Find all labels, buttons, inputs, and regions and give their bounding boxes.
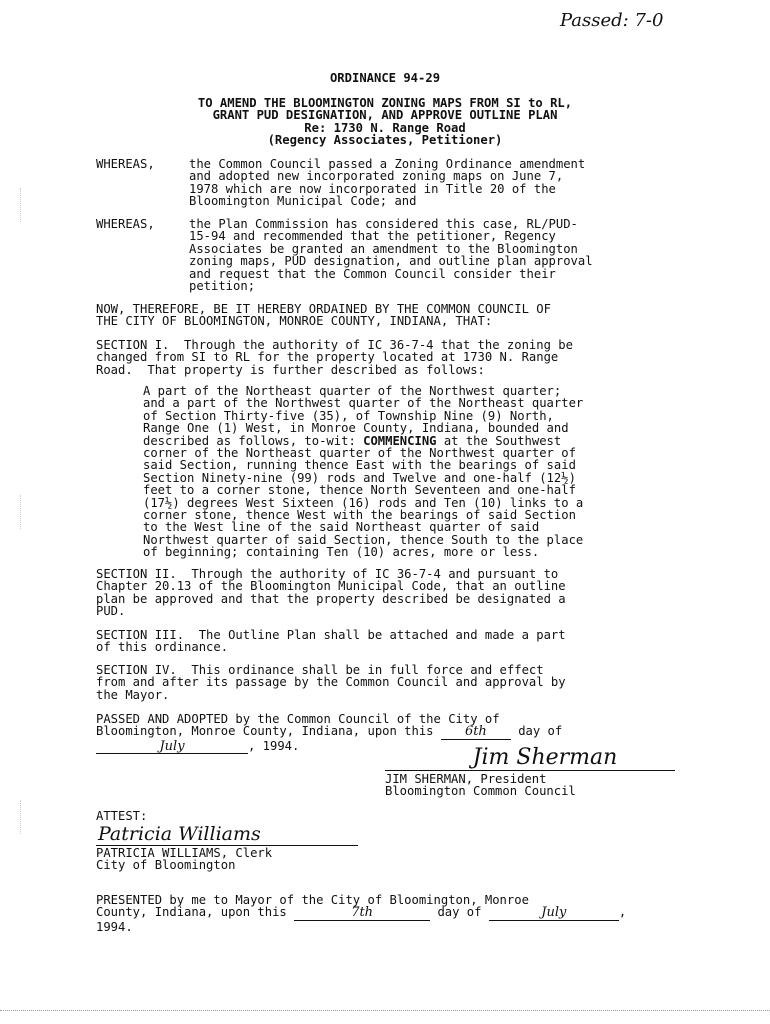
text-segment: , [618,905,627,920]
signature-line [385,770,675,771]
subtitle-line: Re: 1730 N. Range Road [304,120,466,135]
scan-artifact-speck [20,188,43,222]
text-line: Northwest quarter of said Section, thence South to the place [143,532,584,547]
handwritten-month: July [96,741,248,754]
text-line: NOW, THEREFORE, BE IT HEREBY ORDAINED BY THE COMMON COUNCIL OF [96,302,551,316]
text-line: 15-94 and recommended that the petitioner, Regency [189,229,556,244]
text-line: Chapter 20.13 of the Bloomington Municipal Code, that an outline [96,579,566,594]
text-segment: described as follows, to-wit: [143,433,364,448]
clerk-name: PATRICIA WILLIAMS, Clerk [96,846,273,860]
text-line: and adopted new incorporated zoning maps on June 7, [189,169,564,184]
text-line: Associates be granted an amendment to the Bloomington [189,241,578,256]
text-line: plan be approved and that the property described be designated a [96,591,566,606]
president-title: Bloomington Common Council [385,784,576,799]
text-line [96,906,626,920]
text-line: SECTION II. Through the authority of IC 36-7-4 and pursuant to [96,567,559,581]
text-line: and a part of the Northwest quarter of the Northeast quarter [143,396,584,411]
scan-artifact-line [0,1010,770,1011]
section-4 [96,664,566,701]
handwritten-day: 6th [441,726,511,739]
whereas-clause-2 [189,218,593,292]
handwritten-vote-note: Passed: 7-0 [560,10,664,31]
text-line: corner stone, thence West with the bearings of said Section [143,508,576,523]
text-line: the Plan Commission has considered this case, RL/PUD- [189,217,578,231]
clerk-signature: Patricia Williams [98,823,261,845]
text-segment: day of [510,724,563,739]
section-3 [96,629,566,654]
text-line: PASSED AND ADOPTED by the Common Council of the City of [96,712,500,726]
text-segment: at the Southwest [436,433,562,448]
commencing-keyword: COMMENCING [363,433,437,448]
subtitle-line: (Regency Associates, Petitioner) [267,133,503,148]
text-line: PUD. [96,604,126,619]
text-segment: , 1994. [248,738,300,753]
text-line: zoning maps, PUD designation, and outline plan approval [189,254,593,269]
text-line: (17½) degrees West Sixteen (16) rods and Ten (10) links to a [143,495,584,510]
text-line: of Section Thirty-five (35), of Township Nine (9) North, [143,408,554,423]
text-line: changed from SI to RL for the property located at 1730 N. Range [96,350,559,365]
attest-label: ATTEST: [96,809,148,823]
now-therefore-clause [96,303,551,328]
text-segment: Bloomington, Monroe County, Indiana, upon this [96,724,441,739]
text-line: said Section, running thence East with the bearings of said [143,458,576,473]
text-line: Bloomington Municipal Code; and [189,194,417,209]
text-segment: County, Indiana, upon this [96,905,295,920]
text-line: 1994. [96,919,133,934]
text-line: to the West line of the said Northeast quarter of said [143,520,540,535]
text-line: corner of the Northeast quarter of the Northwest quarter of [143,446,576,461]
subtitle-line: GRANT PUD DESIGNATION, AND APPROVE OUTLINE PLAN [212,108,558,123]
whereas-label-1: WHEREAS, [96,157,155,171]
text-line [96,725,562,739]
handwritten-month: July [489,907,619,920]
text-line: the Common Council passed a Zoning Ordinance amendment [189,157,586,171]
subtitle-line: TO AMEND THE BLOOMINGTON ZONING MAPS FROM SI to RL, [197,96,573,110]
ordinance-title: ORDINANCE 94-29 [329,71,441,85]
text-line: and request that the Common Council consider their [189,266,556,281]
text-segment: day of [430,905,489,920]
ordinance-subtitle [0,97,770,147]
president-block [385,773,576,798]
text-line: SECTION I. Through the authority of IC 36-7-4 that the zoning be [96,338,573,352]
text-line: Section Ninety-nine (99) rods and Twelve and one-half (12½) [143,470,576,485]
section-1 [96,339,573,376]
clerk-title: City of Bloomington [96,858,236,873]
section-2 [96,568,566,618]
legal-description [143,385,583,559]
text-line: of beginning; containing Ten (10) acres, more or less. [143,545,540,560]
text-line: the Mayor. [96,687,170,702]
text-line: Road. That property is further described as follows: [96,362,485,377]
text-line: SECTION IV. This ordinance shall be in full force and effect [96,663,544,677]
text-line: from and after its passage by the Common Council and approval by [96,675,566,690]
text-line: petition; [189,279,256,294]
text-line: feet to a corner stone, thence North Seventeen and one-half [143,483,576,498]
text-line: A part of the Northeast quarter of the Northwest quarter; [143,384,562,398]
whereas-label-2: WHEREAS, [96,217,155,231]
handwritten-day: 7th [294,907,430,920]
text-line: SECTION III. The Outline Plan shall be attached and made a part [96,628,566,642]
whereas-clause-1 [189,158,585,208]
text-line: 1978 which are now incorporated in Title 20 of the [189,181,556,196]
president-name: JIM SHERMAN, President [385,772,547,786]
presented-clause [96,894,626,933]
scan-artifact-speck [20,800,43,834]
president-signature: Jim Sherman [472,745,618,770]
text-line: PRESENTED by me to Mayor of the City of Bloomington, Monroe [96,893,529,907]
scan-artifact-speck [20,495,43,529]
clerk-block [96,847,272,872]
text-line: of this ordinance. [96,640,229,655]
text-line: Range One (1) West, in Monroe County, Indiana, bounded and [143,421,569,436]
text-line: THE CITY OF BLOOMINGTON, MONROE COUNTY, INDIANA, THAT: [96,314,493,329]
